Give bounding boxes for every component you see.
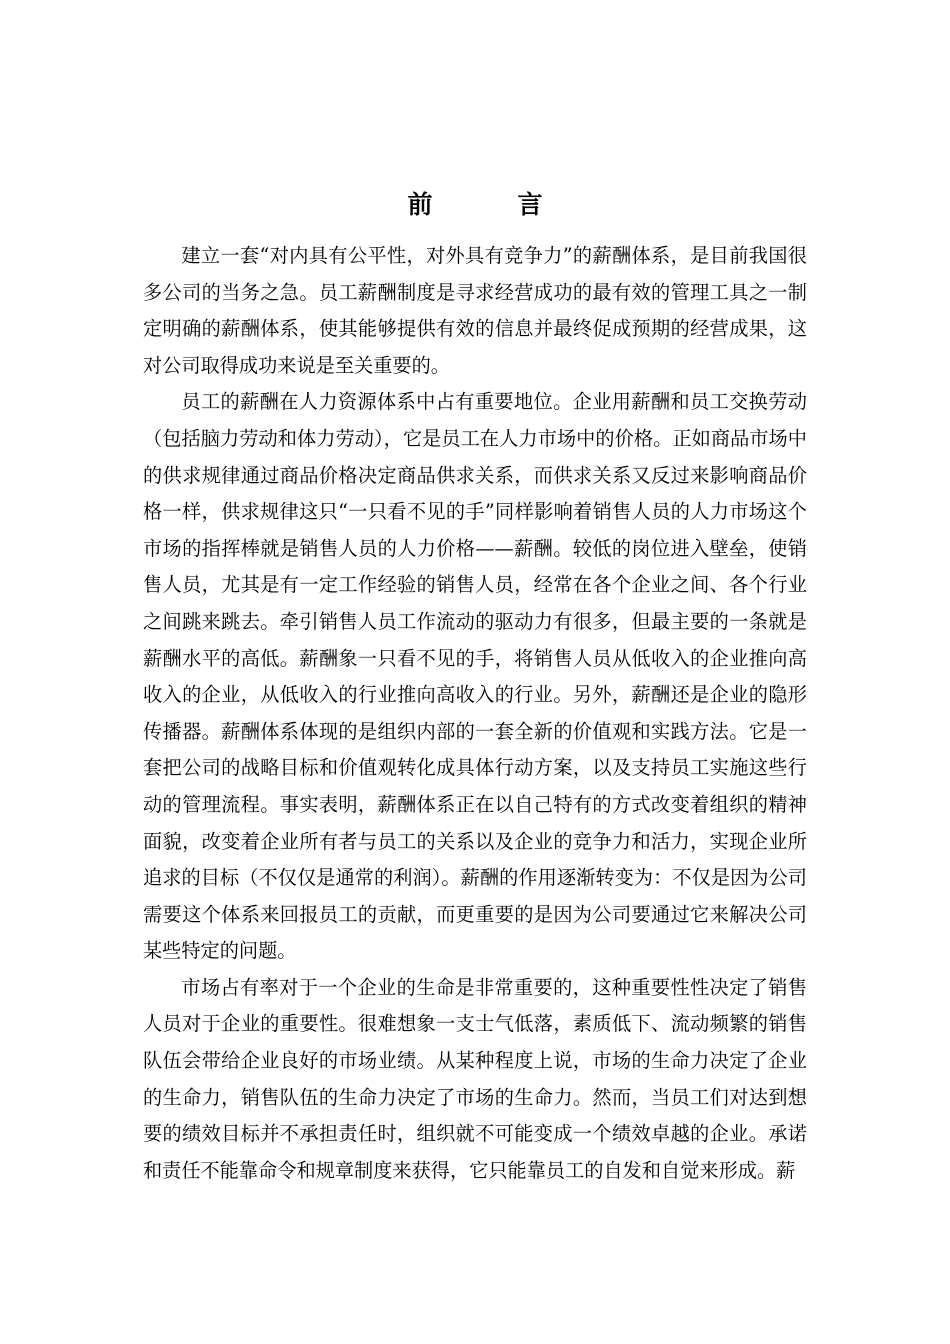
page-title: 前 言 xyxy=(407,190,573,219)
paragraph: 市场占有率对于一个企业的生命是非常重要的，这种重要性性决定了销售人员对于企业的重要性。很难想象一支士气低落，素质低下、流动频繁的销售队伍会带给企业良好的市场业绩。从某种程度上说，市场的生命力决定了企业的生命力，销售队伍的生命力决定了市场的生命力。然而，当员工们对达到想要的绩效目标并不承担责任时，组织就不可能变成一个绩效卓越的企业。承诺和责任不能靠命令和规章制度来获得，它只能靠员工的自发和自觉来形成。薪 xyxy=(143,975,807,1182)
paragraph: 建立一套“对内具有公平性，对外具有竞争力”的薪酬体系，是目前我国很多公司的当务之急。员工薪酬制度是寻求经营成功的最有效的管理工具之一制定明确的薪酬体系，使其能够提供有效的信息并最终促成预期的经营成果，这对公司取得成功来说是至关重要的。 xyxy=(143,244,807,377)
body-text xyxy=(143,238,807,1189)
paragraph: 员工的薪酬在人力资源体系中占有重要地位。企业用薪酬和员工交换劳动（包括脑力劳动和体力劳动），它是员工在人力市场中的价格。正如商品市场中的供求规律通过商品价格决定商品供求关系，而供求关系又反过来影响商品价格一样，供求规律这只“一只看不见的手”同样影响着销售人员的人力市场这个市场的指挥棒就是销售人员的人力价格——薪酬。较低的岗位进入壁垒，使销售人员，尤其是有一定工作经验的销售人员，经常在各个企业之间、各个行业之间跳来跳去。牵引销售人员工作流动的驱动力有很多，但最主要的一条就是薪酬水平的高低。薪酬象一只看不见的手，将销售人员从低收入的企业推向高收入的企业，从低收入的行业推向高收入的行业。另外，薪酬还是企业的隐形传播器。薪酬体系体现的是组织内部的一套全新的价值观和实践方法。它是一套把公司的战略目标和价值观转化成具体行动方案，以及支持员工实施这些行动的管理流程。事实表明，薪酬体系正在以自己特有的方式改变着组织的精神面貌，改变着企业所有者与员工的关系以及企业的竞争力和活力，实现企业所追求的目标（不仅仅是通常的利润）。薪酬的作用逐渐转变为：不仅是因为公司需要这个体系来回报员工的贡献，而更重要的是因为公司要通过它来解决公司某些特定的问题。 xyxy=(143,390,807,963)
